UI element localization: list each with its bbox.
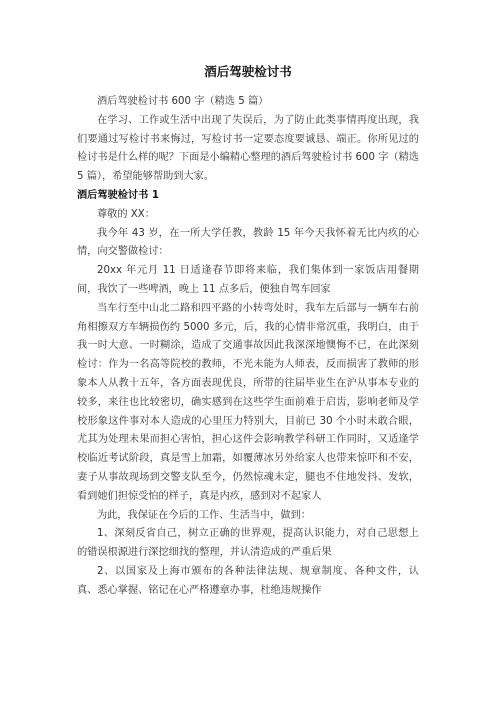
paragraph-2: 20xx 年元月 11 日适逢春节即将来临，我们集体到一家饭店用餐期间，我饮了一些啤酒，晚上 11 点多后，便独自驾车回家	[77, 265, 419, 295]
intro-paragraph: 在学习、工作或生活中出现了失误后，为了防止此类事情再度出现，我们要通过写检讨书来悔过，写检讨书一定要态度要诚恳、端正。你所见过的检讨书是什么样的呢？下面是小编精心整理的酒后驾驶检讨书 600 字（精选 5 篇），希望能够帮助到大家。	[77, 114, 419, 183]
intro-subtitle: 酒后驾驶检讨书 600 字（精选 5 篇）	[97, 96, 269, 107]
section-heading: 酒后驾驶检讨书 1	[77, 189, 159, 201]
document-body	[77, 93, 419, 601]
document-title: 酒后驾驶检讨书	[204, 64, 292, 79]
paragraph-4: 为此，我保证在今后的工作、生活当中，做到：	[97, 509, 311, 521]
greeting: 尊敬的 XX：	[97, 208, 155, 220]
paragraph-5: 1、深刻反省自己，树立正确的世界观，提高认识能力，对自己思想上的错误根源进行深挖细找的整理，并认清造成的严重后果	[77, 528, 419, 559]
paragraph-6: 2、以国家及上海市颁布的各种法律法规、规章制度、各种文件，认真、悉心掌握、铭记在心严格遵章办事，杜绝违规操作	[77, 565, 419, 596]
paragraph-1: 我今年 43 岁，在一所大学任教，教龄 15 年今天我怀着无比内疚的心情，向交警做检讨：	[77, 227, 419, 258]
paragraph-3: 当车行至中山北二路和四平路的小转弯处时，我车左后部与一辆车右前角相擦双方车辆损伤约 5000 多元，后，我的心情非常沉重，我明白，由于我一时大意、一时糊涂，造成了交通事故因此我深深地懊悔不已，在此深刻检讨：作为一名高等院校的教师，不光未能为人师表，反而损害了教师的形象本人从教十五年，各方面表现优良，所带的往届毕业生在沪从事本专业的较多，来往也比较密切，确实感到在这些学生面前难于启齿，影响老师及学校形象这件事对本人造成的心里压力特别大，目前已 30 个小时未敢合眼，尤其为处理未果而担心害怕，担心这件会影响教学科研工作同时，又适逢学校临近考试阶段，真是雪上加霜，如覆薄冰另外给家人也带来惊吓和不安，妻子从事故现场到交警支队至今，仍然惊魂未定，腿也不住地发抖、发软，看到她们担惊受怕的样子，真是内疚，感到对不起家人	[77, 302, 419, 502]
